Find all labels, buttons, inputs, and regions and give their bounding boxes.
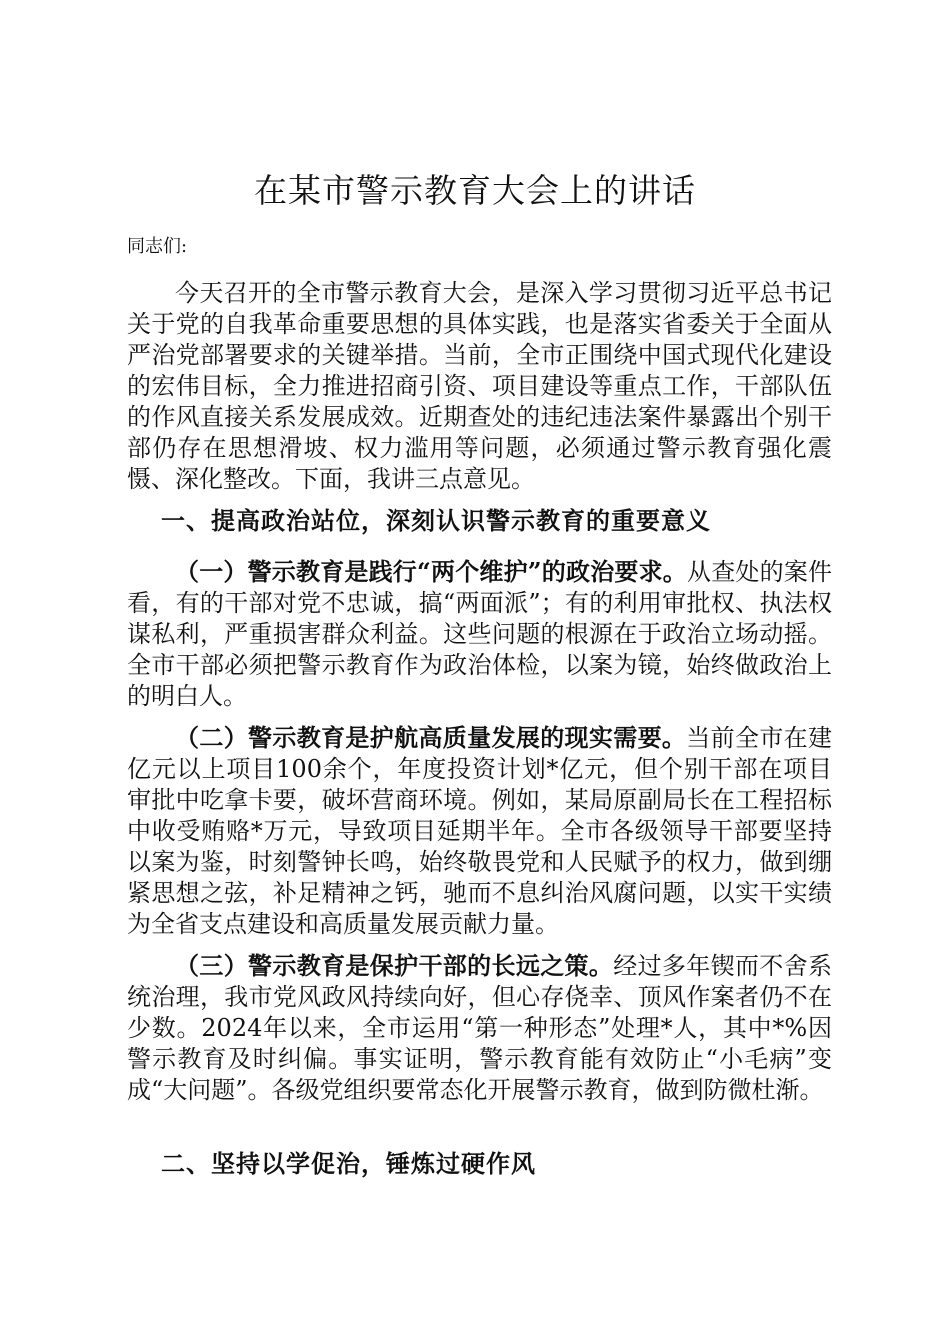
subsection-lead-3: （三）警示教育是保护干部的长远之策。 bbox=[175, 951, 614, 980]
subsection-paragraph-2 bbox=[127, 722, 832, 940]
document-title: 在某市警示教育大会上的讲话 bbox=[254, 171, 696, 210]
subsection-paragraph-1 bbox=[127, 556, 832, 712]
subsection-lead-1: （一）警示教育是践行“两个维护”的政治要求。 bbox=[175, 557, 688, 586]
section-heading-2: 二、坚持以学促治，锤炼过硬作风 bbox=[161, 1149, 536, 1178]
subsection-paragraph-3 bbox=[127, 950, 832, 1106]
subsection-text-3: 经过多年锲而不舍系统治理，我市党风政风持续向好，但心存侥幸、顶风作案者仍不在少数。2024年以来，全市运用“第一种形态”处理*人，其中*%因警示教育及时纠偏。事实证明，警示教育能有效防止“小毛病”变成“大问题”。各级党组织要常态化开展警示教育，做到防微杜渐。 bbox=[127, 952, 833, 1104]
section-heading-1: 一、提高政治站位，深刻认识警示教育的重要意义 bbox=[161, 506, 711, 535]
subsection-text-1: 从查处的案件看，有的干部对党不忠诚，搞“两面派”；有的利用审批权、执法权谋私利，严重损害群众利益。这些问题的根源在于政治立场动摇。全市干部必须把警示教育作为政治体检，以案为镜，始终做政治上的明白人。 bbox=[127, 558, 833, 710]
subsection-text-2: 当前全市在建亿元以上项目100余个，年度投资计划*亿元，但个别干部在项目审批中吃拿卡要，破坏营商环境。例如，某局原副局长在工程招标中收受贿赂*万元，导致项目延期半年。全市各级领导干部要坚持以案为鉴，时刻警钟长鸣，始终敬畏党和人民赋予的权力，做到绷紧思想之弦，补足精神之钙，驰而不息纠治风腐问题，以实干实绩为全省支点建设和高质量发展贡献力量。 bbox=[127, 724, 833, 938]
subsection-lead-2: （二）警示教育是护航高质量发展的现实需要。 bbox=[175, 723, 687, 752]
intro-paragraph: 今天召开的全市警示教育大会，是深入学习贯彻习近平总书记关于党的自我革命重要思想的具体实践，也是落实省委关于全面从严治党部署要求的关键举措。当前，全市正围绕中国式现代化建设的宏伟目标，全力推进招商引资、项目建设等重点工作，干部队伍的作风直接关系发展成效。近期查处的违纪违法案件暴露出个别干部仍存在思想滑坡、权力滥用等问题，必须通过警示教育强化震慑、深化整改。下面，我讲三点意见。 bbox=[127, 279, 832, 493]
salutation: 同志们: bbox=[127, 236, 188, 257]
